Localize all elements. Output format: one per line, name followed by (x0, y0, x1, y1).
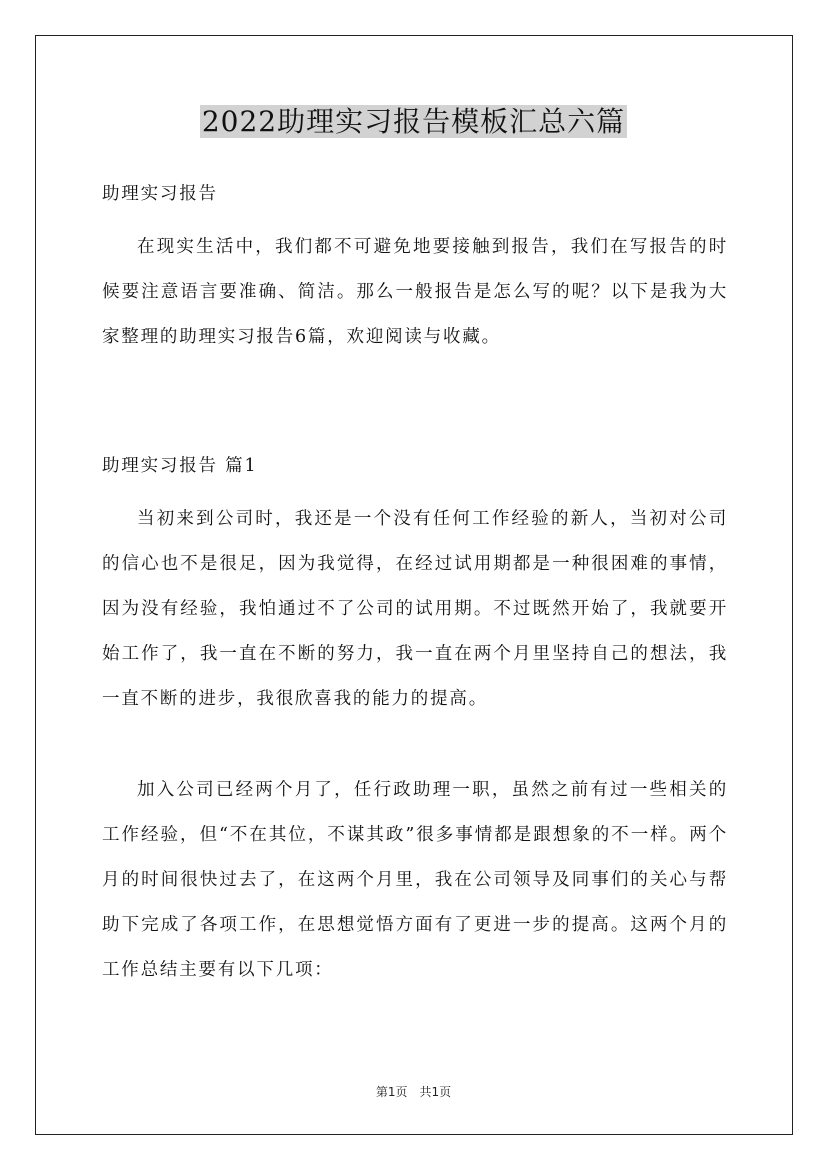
document-title (0, 102, 827, 142)
intro-heading: 助理实习报告 (102, 184, 218, 204)
document-title-text: 2022助理实习报告模板汇总六篇 (201, 105, 626, 138)
intro-paragraph: 在现实生活中，我们都不可避免地要接触到报告，我们在写报告的时候要注意语言要准确、简洁。那么一般报告是怎么写的呢？以下是我为大家整理的助理实习报告6篇，欢迎阅读与收藏。 (102, 237, 728, 347)
page-footer: 第1页 共1页 (375, 1085, 452, 1099)
section1-paragraph-1: 当初来到公司时，我还是一个没有任何工作经验的新人，当初对公司的信心也不是很足，因为我觉得，在经过试用期都是一种很困难的事情，因为没有经验，我怕通过不了公司的试用期。不过既然开始了，我就要开始工作了，我一直在不断的努力，我一直在两个月里坚持自己的想法，我一直不断的进步，我很欣喜我的能力的提高。 (102, 509, 728, 709)
section1-heading: 助理实习报告 篇1 (102, 456, 258, 476)
section1-paragraph-2: 加入公司已经两个月了，任行政助理一职，虽然之前有过一些相关的工作经验，但“不在其位，不谋其政”很多事情都是跟想象的不一样。两个月的时间很快过去了，在这两个月里，我在公司领导及同事们的关心与帮助下完成了各项工作，在思想觉悟方面有了更进一步的提高。这两个月的工作总结主要有以下几项： (102, 780, 728, 980)
